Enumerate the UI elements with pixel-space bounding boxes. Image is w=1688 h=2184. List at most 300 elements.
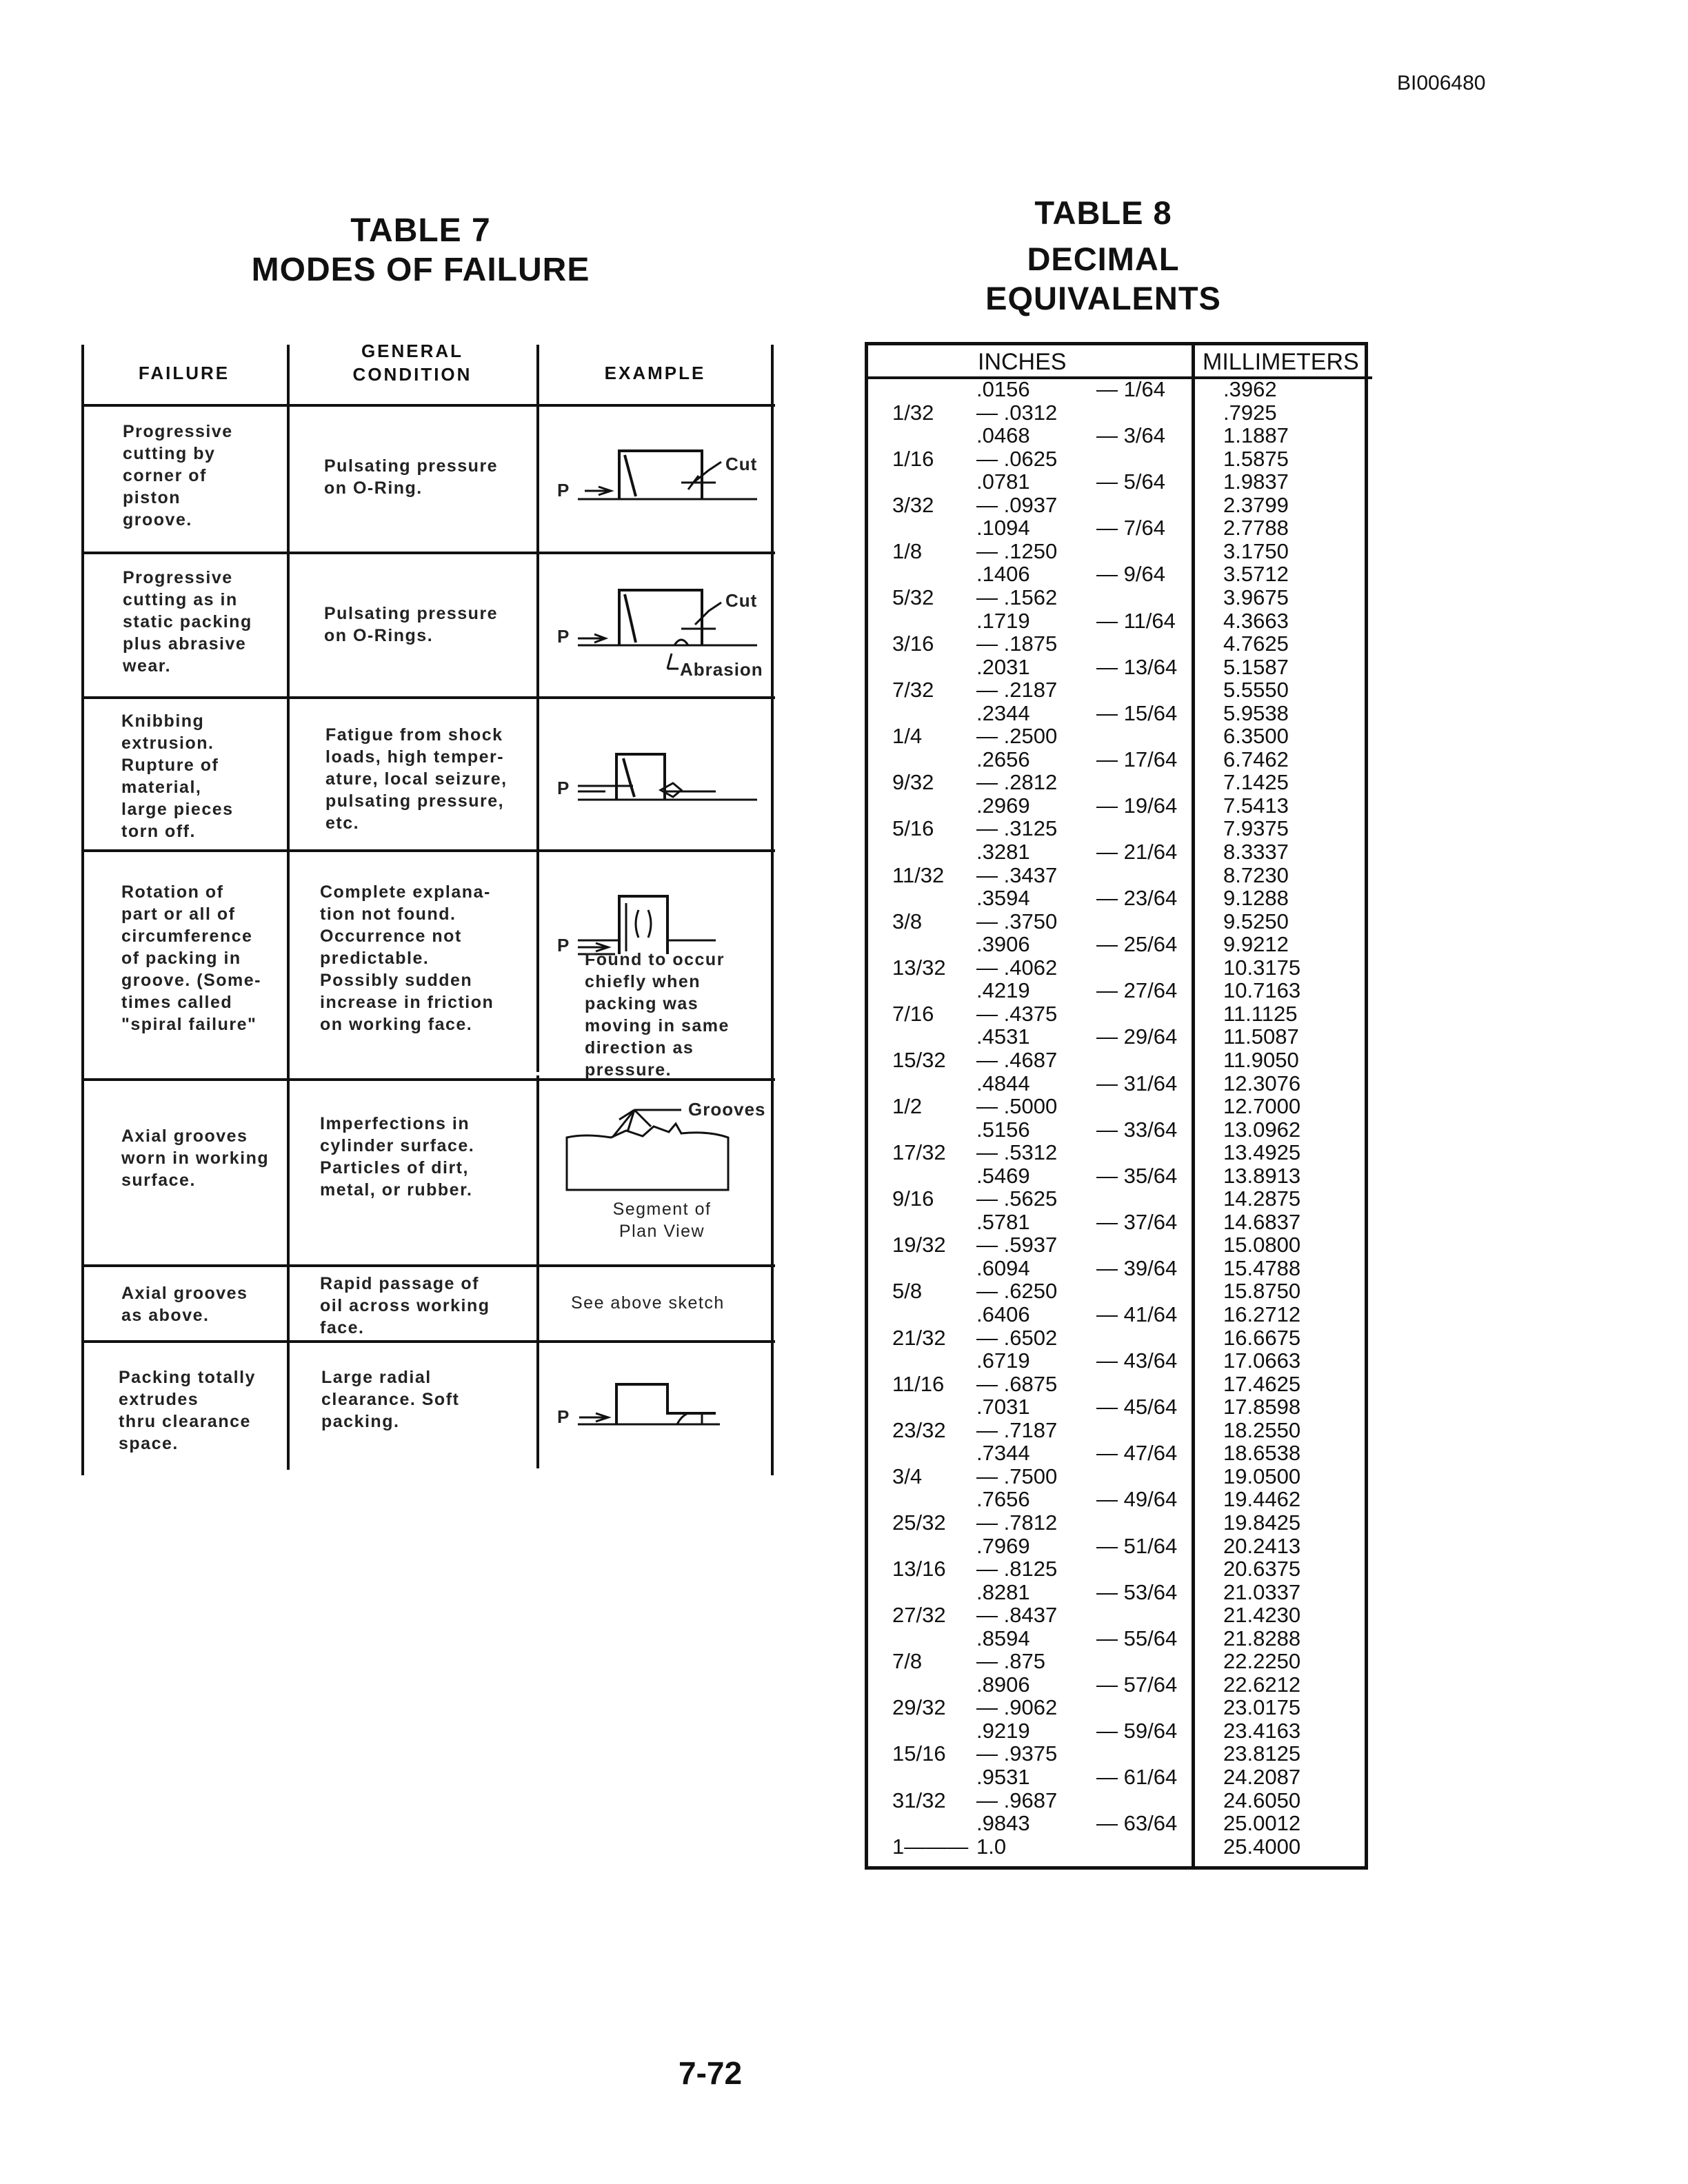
table8-title-line3: EQUIVALENTS xyxy=(985,280,1221,316)
decimal-cell: .0781 xyxy=(976,469,1030,494)
decimal-cell: .5781 xyxy=(976,1209,1030,1234)
fraction-cell: 3/4 xyxy=(892,1464,923,1488)
fraction-cell: 3/8 xyxy=(892,909,923,933)
fraction-cell: 25/32 xyxy=(892,1510,946,1535)
table8-title-line2: DECIMAL xyxy=(1027,241,1180,277)
fraction-cell: 31/32 xyxy=(892,1788,946,1812)
fraction-cell: 3/16 xyxy=(892,631,934,656)
table7-title xyxy=(152,211,690,290)
millimeters-cell: 8.3337 xyxy=(1223,840,1289,864)
decimal-cell: — .6502 xyxy=(976,1325,1058,1350)
decimal-cell: — .8125 xyxy=(976,1557,1058,1581)
decimal-cell: .6094 xyxy=(976,1255,1030,1280)
millimeters-cell: 14.6837 xyxy=(1223,1209,1301,1234)
sixty-fourths-cell: — 47/64 xyxy=(1096,1441,1178,1466)
table-row xyxy=(865,1627,1372,1650)
table-row xyxy=(865,1326,1372,1350)
fraction-cell: 21/32 xyxy=(892,1325,946,1350)
failure-cell: Packing totally extrudes thru clearance space. xyxy=(119,1368,256,1453)
table-row xyxy=(865,1211,1372,1234)
fraction-cell: 3/32 xyxy=(892,492,934,517)
decimal-cell: — .1875 xyxy=(976,631,1058,656)
table-row xyxy=(865,1141,1372,1164)
millimeters-cell: .3962 xyxy=(1223,377,1277,401)
decimal-cell: .8594 xyxy=(976,1626,1030,1650)
fraction-cell: 1/8 xyxy=(892,538,923,563)
abrasion-label: Abrasion xyxy=(680,659,763,680)
sixty-fourths-cell: — 33/64 xyxy=(1096,1117,1178,1142)
table7-border-right xyxy=(771,345,774,1475)
decimal-cell: — .0937 xyxy=(976,492,1058,517)
millimeters-cell: 4.3663 xyxy=(1223,608,1289,633)
millimeters-cell: 9.1288 xyxy=(1223,886,1289,911)
table-row xyxy=(865,563,1372,586)
cut-piston-groove-diagram xyxy=(550,441,771,524)
millimeters-cell: 7.5413 xyxy=(1223,793,1289,818)
table-row xyxy=(865,632,1372,656)
millimeters-cell: 6.7462 xyxy=(1223,747,1289,771)
table-row xyxy=(865,1002,1372,1026)
millimeters-cell: 23.4163 xyxy=(1223,1718,1301,1743)
example-note: Found to occur chiefly when packing was moving in same direction as pressure. xyxy=(585,950,730,1080)
sixty-fourths-cell: — 43/64 xyxy=(1096,1348,1178,1373)
decimal-cell: — .1250 xyxy=(976,538,1058,563)
table-row xyxy=(865,725,1372,748)
millimeters-cell: 2.7788 xyxy=(1223,516,1289,540)
table-row xyxy=(865,1673,1372,1697)
millimeters-cell: 5.5550 xyxy=(1223,678,1289,702)
decimal-cell: — .0312 xyxy=(976,400,1058,425)
decimal-cell: .0156 xyxy=(976,377,1030,401)
sixty-fourths-cell: — 15/64 xyxy=(1096,700,1178,725)
decimal-cell: — .5937 xyxy=(976,1233,1058,1257)
decimal-cell: .8906 xyxy=(976,1672,1030,1697)
decimal-cell: .2031 xyxy=(976,654,1030,679)
decimal-cell: .1719 xyxy=(976,608,1030,633)
table8-title xyxy=(938,193,1269,318)
table-row xyxy=(865,1095,1372,1118)
millimeters-cell: 19.4462 xyxy=(1223,1487,1301,1512)
millimeters-cell: 15.4788 xyxy=(1223,1255,1301,1280)
millimeters-cell: 19.0500 xyxy=(1223,1464,1301,1488)
decimal-cell: — .4687 xyxy=(976,1047,1058,1072)
decimal-cell: — .1562 xyxy=(976,585,1058,609)
decimal-cell: — .2500 xyxy=(976,724,1058,749)
millimeters-cell: 17.0663 xyxy=(1223,1348,1301,1373)
table7-divider-2b xyxy=(536,1075,539,1468)
decimal-cell: .8281 xyxy=(976,1579,1030,1604)
table-row xyxy=(865,494,1372,517)
failure-cell: Progressive cutting as in static packing plus abrasive wear. xyxy=(123,568,252,676)
decimal-cell: 1.0 xyxy=(976,1834,1007,1859)
millimeters-cell: 15.8750 xyxy=(1223,1279,1301,1304)
table-row xyxy=(865,1812,1372,1835)
decimal-cell: — .5312 xyxy=(976,1140,1058,1165)
example-text: See above sketch xyxy=(571,1293,725,1313)
pressure-label: P xyxy=(557,626,570,647)
header-inches: INCHES xyxy=(978,349,1067,375)
fraction-cell: 9/32 xyxy=(892,770,934,795)
pressure-label: P xyxy=(557,480,570,501)
millimeters-cell: 5.1587 xyxy=(1223,654,1289,679)
decimal-cell: — .8437 xyxy=(976,1603,1058,1628)
table7-title-line1: TABLE 7 xyxy=(350,212,491,249)
table-row xyxy=(865,771,1372,794)
table-row xyxy=(865,401,1372,425)
decimal-cell: .3594 xyxy=(976,886,1030,911)
millimeters-cell: 7.1425 xyxy=(1223,770,1289,795)
fraction-cell: 11/16 xyxy=(892,1371,945,1396)
sixty-fourths-cell: — 59/64 xyxy=(1096,1718,1178,1743)
decimal-cell: .2969 xyxy=(976,793,1030,818)
millimeters-cell: 21.8288 xyxy=(1223,1626,1301,1650)
decimal-cell: .4219 xyxy=(976,978,1030,1003)
decimal-cell: .5469 xyxy=(976,1163,1030,1188)
document-id: BI006480 xyxy=(1397,72,1486,94)
sixty-fourths-cell: — 25/64 xyxy=(1096,932,1178,957)
decimal-cell: .4844 xyxy=(976,1071,1030,1095)
millimeters-cell: 21.0337 xyxy=(1223,1579,1301,1604)
decimal-cell: — .7187 xyxy=(976,1417,1058,1442)
table-row xyxy=(865,424,1372,447)
sixty-fourths-cell: — 35/64 xyxy=(1096,1163,1178,1188)
table-row xyxy=(865,447,1372,471)
total-extrusion-diagram xyxy=(550,1375,771,1437)
fraction-cell: 17/32 xyxy=(892,1140,946,1165)
millimeters-cell: 6.3500 xyxy=(1223,724,1289,749)
decimal-cell: .4531 xyxy=(976,1024,1030,1049)
table7-border-left xyxy=(81,345,84,1475)
pressure-label: P xyxy=(557,778,570,798)
decimal-cell: .9219 xyxy=(976,1718,1030,1743)
table-row xyxy=(865,817,1372,840)
condition-cell: Imperfections in cylinder surface. Particles of dirt, metal, or rubber. xyxy=(320,1114,475,1200)
sixty-fourths-cell: — 27/64 xyxy=(1096,978,1178,1003)
table7-divider-1 xyxy=(287,345,290,1470)
millimeters-cell: 24.2087 xyxy=(1223,1765,1301,1789)
table-row xyxy=(865,1766,1372,1789)
grooves-label: Grooves xyxy=(688,1099,766,1120)
failure-cell: Rotation of part or all of circumference of packing in groove. (Some- times called "spiral failure" xyxy=(121,882,261,1034)
millimeters-cell: 13.0962 xyxy=(1223,1117,1301,1142)
sixty-fourths-cell: — 3/64 xyxy=(1096,423,1165,448)
millimeters-cell: 12.7000 xyxy=(1223,1094,1301,1119)
decimal-cell: .7031 xyxy=(976,1395,1030,1419)
millimeters-cell: 25.0012 xyxy=(1223,1811,1301,1836)
sixty-fourths-cell: — 41/64 xyxy=(1096,1302,1178,1326)
header-failure: FAILURE xyxy=(138,363,230,383)
header-general-condition: GENERAL CONDITION xyxy=(352,341,472,385)
table8-title-line1: TABLE 8 xyxy=(1034,194,1172,231)
fraction-cell: 7/8 xyxy=(892,1649,923,1674)
millimeters-cell: 20.6375 xyxy=(1223,1557,1301,1581)
decimal-cell: .6406 xyxy=(976,1302,1030,1326)
millimeters-cell: 25.4000 xyxy=(1223,1834,1301,1859)
header-example: EXAMPLE xyxy=(604,363,706,383)
decimal-cell: — .9687 xyxy=(976,1788,1058,1812)
fraction-cell: 23/32 xyxy=(892,1417,946,1442)
decimal-cell: — .4062 xyxy=(976,955,1058,980)
millimeters-cell: 10.7163 xyxy=(1223,978,1301,1003)
millimeters-cell: 13.8913 xyxy=(1223,1163,1301,1188)
knibbing-extrusion-diagram xyxy=(550,738,771,820)
fraction-cell: 1/16 xyxy=(892,446,934,471)
table7-title-line2: MODES OF FAILURE xyxy=(251,252,590,288)
condition-cell: Pulsating pressure on O-Ring. xyxy=(324,456,499,498)
sixty-fourths-cell: — 37/64 xyxy=(1096,1209,1178,1234)
sixty-fourths-cell: — 57/64 xyxy=(1096,1672,1178,1697)
row-rule xyxy=(81,849,775,852)
table-row xyxy=(865,1465,1372,1488)
fraction-cell: 19/32 xyxy=(892,1233,946,1257)
table-row xyxy=(865,1049,1372,1072)
table-row xyxy=(865,702,1372,725)
decimal-cell: .7969 xyxy=(976,1533,1030,1558)
decimal-cell: .2344 xyxy=(976,700,1030,725)
table-row xyxy=(865,1581,1372,1604)
fraction-cell: 11/32 xyxy=(892,862,945,887)
fraction-cell: 1——— xyxy=(892,1834,969,1859)
sixty-fourths-cell: — 17/64 xyxy=(1096,747,1178,771)
millimeters-cell: 3.9675 xyxy=(1223,585,1289,609)
fraction-cell: 7/32 xyxy=(892,678,934,702)
cut-label: Cut xyxy=(725,454,758,474)
fraction-cell: 5/16 xyxy=(892,816,934,841)
example-note: Segment of Plan View xyxy=(612,1200,712,1241)
pressure-label: P xyxy=(557,935,570,956)
row-rule xyxy=(81,1264,775,1267)
decimal-cell: — .5625 xyxy=(976,1186,1058,1211)
sixty-fourths-cell: — 7/64 xyxy=(1096,516,1165,540)
sixty-fourths-cell: — 45/64 xyxy=(1096,1395,1178,1419)
decimal-cell: — .875 xyxy=(976,1649,1045,1674)
fraction-cell: 7/16 xyxy=(892,1001,934,1026)
decimal-cell: — .4375 xyxy=(976,1001,1058,1026)
table-row xyxy=(865,840,1372,864)
millimeters-cell: 22.2250 xyxy=(1223,1649,1301,1674)
sixty-fourths-cell: — 39/64 xyxy=(1096,1255,1178,1280)
millimeters-cell: 23.0175 xyxy=(1223,1695,1301,1720)
table-row xyxy=(865,1535,1372,1558)
table-row xyxy=(865,540,1372,563)
millimeters-cell: 14.2875 xyxy=(1223,1186,1301,1211)
millimeters-cell: 17.8598 xyxy=(1223,1395,1301,1419)
millimeters-cell: 17.4625 xyxy=(1223,1371,1301,1396)
millimeters-cell: 16.6675 xyxy=(1223,1325,1301,1350)
decimal-cell: .0468 xyxy=(976,423,1030,448)
table-row xyxy=(865,470,1372,494)
millimeters-cell: 11.1125 xyxy=(1223,1001,1298,1026)
decimal-cell: — .0625 xyxy=(976,446,1058,471)
table-row xyxy=(865,1233,1372,1257)
decimal-cell: — .7500 xyxy=(976,1464,1058,1488)
pressure-label: P xyxy=(557,1406,570,1427)
millimeters-cell: 24.6050 xyxy=(1223,1788,1301,1812)
sixty-fourths-cell: — 53/64 xyxy=(1096,1579,1178,1604)
table-row xyxy=(865,1557,1372,1581)
fraction-cell: 27/32 xyxy=(892,1603,946,1628)
table-row xyxy=(865,1072,1372,1095)
millimeters-cell: 22.6212 xyxy=(1223,1672,1301,1697)
fraction-cell: 1/2 xyxy=(892,1094,923,1119)
decimal-cell: — .7812 xyxy=(976,1510,1058,1535)
table-row xyxy=(865,1280,1372,1303)
sixty-fourths-cell: — 51/64 xyxy=(1096,1533,1178,1558)
table-row xyxy=(865,586,1372,609)
table-row xyxy=(865,516,1372,540)
table7-header-rule xyxy=(81,404,775,407)
fraction-cell: 13/16 xyxy=(892,1557,946,1581)
table-row xyxy=(865,1789,1372,1812)
fraction-cell: 1/32 xyxy=(892,400,934,425)
sixty-fourths-cell: — 61/64 xyxy=(1096,1765,1178,1789)
table-row xyxy=(865,956,1372,980)
table-row xyxy=(865,1442,1372,1465)
millimeters-cell: 7.9375 xyxy=(1223,816,1289,841)
millimeters-cell: 19.8425 xyxy=(1223,1510,1301,1535)
table-row xyxy=(865,1257,1372,1280)
table-row xyxy=(865,1696,1372,1719)
decimal-cell: .9843 xyxy=(976,1811,1030,1836)
table-row xyxy=(865,1719,1372,1743)
table-row xyxy=(865,1118,1372,1142)
table-row xyxy=(865,1742,1372,1766)
table-row xyxy=(865,656,1372,679)
table-row xyxy=(865,1511,1372,1535)
table-row xyxy=(865,933,1372,956)
decimal-cell: .2656 xyxy=(976,747,1030,771)
millimeters-cell: 10.3175 xyxy=(1223,955,1301,980)
failure-cell: Progressive cutting by corner of piston groove. xyxy=(123,422,233,529)
sixty-fourths-cell: — 5/64 xyxy=(1096,469,1165,494)
table-row xyxy=(865,609,1372,633)
sixty-fourths-cell: — 21/64 xyxy=(1096,840,1178,864)
fraction-cell: 5/8 xyxy=(892,1279,923,1304)
fraction-cell: 9/16 xyxy=(892,1186,934,1211)
millimeters-cell: 3.5712 xyxy=(1223,562,1289,587)
table-row xyxy=(865,1419,1372,1442)
sixty-fourths-cell: — 9/64 xyxy=(1096,562,1165,587)
decimal-cell: — .3437 xyxy=(976,862,1058,887)
table-row xyxy=(865,1349,1372,1373)
table-row xyxy=(865,1373,1372,1396)
millimeters-cell: 18.2550 xyxy=(1223,1417,1301,1442)
decimal-cell: — .6250 xyxy=(976,1279,1058,1304)
millimeters-cell: 18.6538 xyxy=(1223,1441,1301,1466)
table-row xyxy=(865,794,1372,818)
decimal-cell: .7344 xyxy=(976,1441,1030,1466)
decimal-cell: .7656 xyxy=(976,1487,1030,1512)
millimeters-cell: 11.9050 xyxy=(1223,1047,1299,1072)
decimal-cell: .1406 xyxy=(976,562,1030,587)
millimeters-cell: .7925 xyxy=(1223,400,1277,425)
decimal-cell: — .9375 xyxy=(976,1741,1058,1766)
decimal-cell: .6719 xyxy=(976,1348,1030,1373)
fraction-cell: 29/32 xyxy=(892,1695,946,1720)
millimeters-cell: 13.4925 xyxy=(1223,1140,1301,1165)
sixty-fourths-cell: — 49/64 xyxy=(1096,1487,1178,1512)
millimeters-cell: 5.9538 xyxy=(1223,700,1289,725)
condition-cell: Pulsating pressure on O-Rings. xyxy=(324,604,499,645)
table-row xyxy=(865,1835,1372,1859)
sixty-fourths-cell: — 19/64 xyxy=(1096,793,1178,818)
sixty-fourths-cell: — 23/64 xyxy=(1096,886,1178,911)
millimeters-cell: 20.2413 xyxy=(1223,1533,1301,1558)
table-row xyxy=(865,678,1372,702)
fraction-cell: 1/4 xyxy=(892,724,923,749)
fraction-cell: 15/16 xyxy=(892,1741,946,1766)
decimal-equivalents-table xyxy=(865,342,1372,1872)
cut-label: Cut xyxy=(725,590,758,611)
decimal-cell: .3906 xyxy=(976,932,1030,957)
condition-cell: Large radial clearance. Soft packing. xyxy=(321,1368,460,1431)
page-number: 7-72 xyxy=(679,2055,743,2091)
decimal-cell: — .2187 xyxy=(976,678,1058,702)
millimeters-cell: 1.1887 xyxy=(1223,423,1289,448)
table-row xyxy=(865,1164,1372,1188)
fraction-cell: 5/32 xyxy=(892,585,934,609)
millimeters-cell: 11.5087 xyxy=(1223,1024,1299,1049)
table-row xyxy=(865,979,1372,1002)
millimeters-cell: 2.3799 xyxy=(1223,492,1289,517)
decimal-cell: .9531 xyxy=(976,1765,1030,1789)
millimeters-cell: 4.7625 xyxy=(1223,631,1289,656)
sixty-fourths-cell: — 31/64 xyxy=(1096,1071,1178,1095)
millimeters-cell: 21.4230 xyxy=(1223,1603,1301,1628)
millimeters-cell: 8.7230 xyxy=(1223,862,1289,887)
decimal-cell: — .3750 xyxy=(976,909,1058,933)
table-row xyxy=(865,910,1372,933)
failure-cell: Axial grooves worn in working surface. xyxy=(121,1126,270,1190)
millimeters-cell: 23.8125 xyxy=(1223,1741,1301,1766)
condition-cell: Complete explana- tion not found. Occurrence not predictable. Possibly sudden increase in friction on working face. xyxy=(320,882,494,1034)
header-millimeters: MILLIMETERS xyxy=(1203,349,1359,375)
table-row xyxy=(865,1395,1372,1419)
sixty-fourths-cell: — 1/64 xyxy=(1096,377,1165,401)
millimeters-cell: 9.5250 xyxy=(1223,909,1289,933)
millimeters-cell: 3.1750 xyxy=(1223,538,1289,563)
millimeters-cell: 9.9212 xyxy=(1223,932,1289,957)
sixty-fourths-cell: — 63/64 xyxy=(1096,1811,1178,1836)
decimal-cell: — .2812 xyxy=(976,770,1058,795)
millimeters-cell: 16.2712 xyxy=(1223,1302,1301,1326)
row-rule xyxy=(81,552,775,554)
table-row xyxy=(865,378,1372,401)
decimal-cell: .3281 xyxy=(976,840,1030,864)
cut-abrasion-diagram xyxy=(550,579,771,696)
sixty-fourths-cell: — 11/64 xyxy=(1096,608,1176,633)
millimeters-cell: 1.5875 xyxy=(1223,446,1289,471)
decimal-cell: — .6875 xyxy=(976,1371,1058,1396)
table-row xyxy=(865,1604,1372,1627)
modes-of-failure-table xyxy=(81,341,775,1475)
condition-cell: Fatigue from shock loads, high temper- ature, local seizure, pulsating pressure, etc. xyxy=(325,725,508,833)
fraction-cell: 13/32 xyxy=(892,955,946,980)
decimal-cell: .1094 xyxy=(976,516,1030,540)
table7-divider-2 xyxy=(536,345,539,1072)
table-row xyxy=(865,1488,1372,1511)
table-row xyxy=(865,1650,1372,1673)
decimal-cell: — .3125 xyxy=(976,816,1058,841)
row-rule xyxy=(81,696,775,699)
fraction-cell: 15/32 xyxy=(892,1047,946,1072)
millimeters-cell: 12.3076 xyxy=(1223,1071,1301,1095)
table-row xyxy=(865,1303,1372,1326)
decimal-cell: — .9062 xyxy=(976,1695,1058,1720)
condition-cell: Rapid passage of oil across working face. xyxy=(320,1274,490,1337)
table-row xyxy=(865,887,1372,910)
failure-cell: Knibbing extrusion. Rupture of material, large pieces torn off. xyxy=(121,711,234,841)
